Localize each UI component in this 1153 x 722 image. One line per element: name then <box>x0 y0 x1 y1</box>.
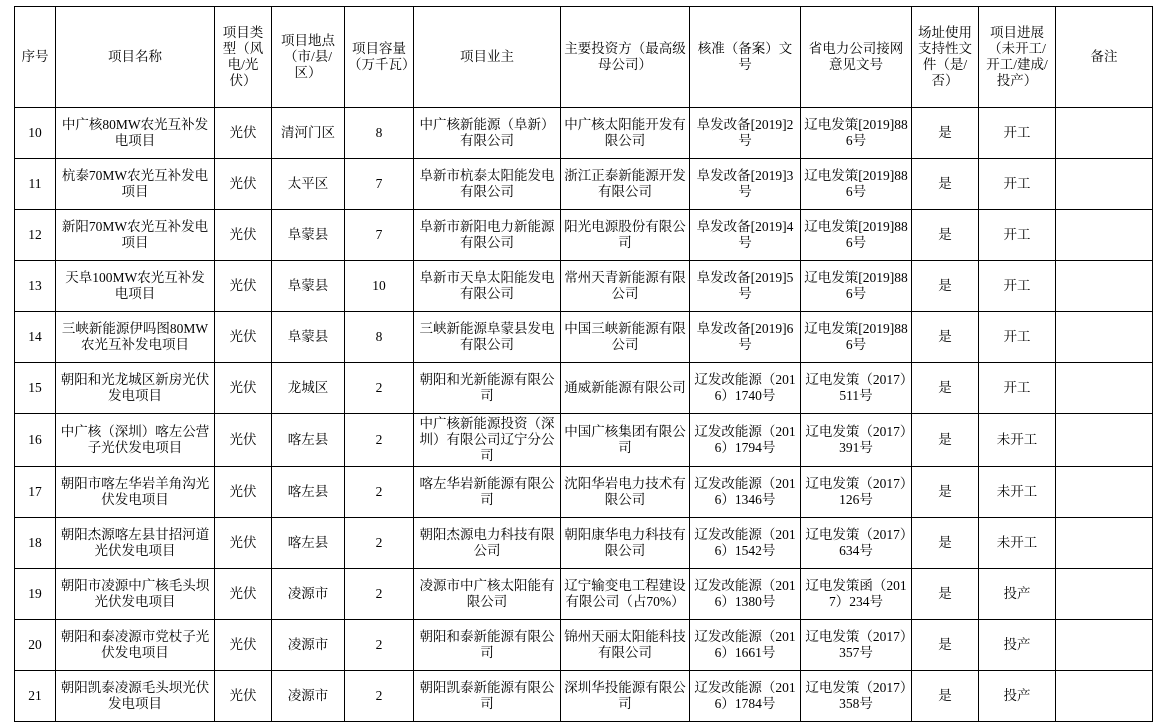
table-row <box>15 363 1153 414</box>
cell-capacity: 8 <box>345 312 414 363</box>
cell-progress: 开工 <box>979 312 1056 363</box>
cell-project-type: 光伏 <box>215 159 272 210</box>
cell-seq: 12 <box>15 210 56 261</box>
cell-location: 阜蒙县 <box>272 261 345 312</box>
cell-grid-opinion-no: 辽电发策（2017）126号 <box>801 466 912 517</box>
cell-owner: 朝阳杰源电力科技有限公司 <box>414 517 561 568</box>
column-header-location: 项目地点（市/县/区） <box>272 7 345 108</box>
table-row <box>15 414 1153 467</box>
cell-site-document: 是 <box>912 210 979 261</box>
cell-progress: 开工 <box>979 261 1056 312</box>
column-header-seq: 序号 <box>15 7 56 108</box>
cell-remark <box>1056 363 1153 414</box>
cell-investor: 深圳华投能源有限公司 <box>561 670 690 721</box>
cell-project-type: 光伏 <box>215 363 272 414</box>
cell-location: 阜蒙县 <box>272 210 345 261</box>
cell-grid-opinion-no: 辽电发策[2019]886号 <box>801 210 912 261</box>
cell-investor: 朝阳康华电力科技有限公司 <box>561 517 690 568</box>
column-header-project-type: 项目类型（风电/光伏） <box>215 7 272 108</box>
cell-capacity: 7 <box>345 210 414 261</box>
column-header-capacity: 项目容量（万千瓦） <box>345 7 414 108</box>
cell-owner: 朝阳和光新能源有限公司 <box>414 363 561 414</box>
cell-location: 喀左县 <box>272 517 345 568</box>
cell-approval-no: 阜发改备[2019]5号 <box>690 261 801 312</box>
cell-owner: 阜新市杭泰太阳能发电有限公司 <box>414 159 561 210</box>
cell-progress: 投产 <box>979 670 1056 721</box>
cell-grid-opinion-no: 辽电发策（2017）634号 <box>801 517 912 568</box>
cell-approval-no: 辽发改能源（2016）1784号 <box>690 670 801 721</box>
cell-progress: 开工 <box>979 108 1056 159</box>
cell-seq: 17 <box>15 466 56 517</box>
cell-project-type: 光伏 <box>215 414 272 467</box>
cell-project-name: 朝阳凯泰凌源毛头坝光伏发电项目 <box>56 670 215 721</box>
cell-grid-opinion-no: 辽电发策[2019]886号 <box>801 108 912 159</box>
table-row <box>15 517 1153 568</box>
cell-grid-opinion-no: 辽电发策函（2017）234号 <box>801 568 912 619</box>
cell-approval-no: 辽发改能源（2016）1380号 <box>690 568 801 619</box>
column-header-site-document: 场址使用支持性文件（是/否） <box>912 7 979 108</box>
cell-seq: 21 <box>15 670 56 721</box>
cell-remark <box>1056 210 1153 261</box>
cell-project-name: 朝阳和泰凌源市党杖子光伏发电项目 <box>56 619 215 670</box>
cell-location: 喀左县 <box>272 414 345 467</box>
cell-capacity: 2 <box>345 466 414 517</box>
cell-site-document: 是 <box>912 363 979 414</box>
cell-capacity: 2 <box>345 517 414 568</box>
cell-project-name: 新阳70MW农光互补发电项目 <box>56 210 215 261</box>
cell-investor: 中广核太阳能开发有限公司 <box>561 108 690 159</box>
cell-remark <box>1056 670 1153 721</box>
cell-capacity: 2 <box>345 568 414 619</box>
cell-project-name: 天阜100MW农光互补发电项目 <box>56 261 215 312</box>
cell-project-type: 光伏 <box>215 466 272 517</box>
cell-grid-opinion-no: 辽电发策（2017）358号 <box>801 670 912 721</box>
cell-capacity: 10 <box>345 261 414 312</box>
cell-capacity: 2 <box>345 414 414 467</box>
cell-project-type: 光伏 <box>215 312 272 363</box>
cell-project-type: 光伏 <box>215 619 272 670</box>
cell-grid-opinion-no: 辽电发策（2017）511号 <box>801 363 912 414</box>
column-header-approval-no: 核准（备案）文号 <box>690 7 801 108</box>
table-header <box>15 7 1153 108</box>
cell-approval-no: 阜发改备[2019]6号 <box>690 312 801 363</box>
cell-grid-opinion-no: 辽电发策[2019]886号 <box>801 312 912 363</box>
cell-seq: 20 <box>15 619 56 670</box>
column-header-investor: 主要投资方（最高级母公司） <box>561 7 690 108</box>
cell-approval-no: 辽发改能源（2016）1346号 <box>690 466 801 517</box>
cell-remark <box>1056 312 1153 363</box>
cell-remark <box>1056 619 1153 670</box>
cell-location: 凌源市 <box>272 568 345 619</box>
table-header-row <box>15 7 1153 108</box>
cell-site-document: 是 <box>912 108 979 159</box>
table-row <box>15 261 1153 312</box>
cell-investor: 阳光电源股份有限公司 <box>561 210 690 261</box>
cell-owner: 三峡新能源阜蒙县发电有限公司 <box>414 312 561 363</box>
cell-approval-no: 阜发改备[2019]3号 <box>690 159 801 210</box>
cell-investor: 锦州天丽太阳能科技有限公司 <box>561 619 690 670</box>
cell-seq: 11 <box>15 159 56 210</box>
cell-seq: 19 <box>15 568 56 619</box>
cell-investor: 常州天青新能源有限公司 <box>561 261 690 312</box>
cell-location: 清河门区 <box>272 108 345 159</box>
cell-location: 阜蒙县 <box>272 312 345 363</box>
cell-progress: 开工 <box>979 363 1056 414</box>
cell-approval-no: 阜发改备[2019]4号 <box>690 210 801 261</box>
cell-grid-opinion-no: 辽电发策[2019]886号 <box>801 261 912 312</box>
table-row <box>15 108 1153 159</box>
table-row <box>15 210 1153 261</box>
cell-seq: 15 <box>15 363 56 414</box>
cell-site-document: 是 <box>912 261 979 312</box>
cell-project-name: 三峡新能源伊吗图80MW农光互补发电项目 <box>56 312 215 363</box>
cell-seq: 14 <box>15 312 56 363</box>
cell-project-name: 朝阳和光龙城区新房光伏发电项目 <box>56 363 215 414</box>
cell-owner: 阜新市新阳电力新能源有限公司 <box>414 210 561 261</box>
cell-owner: 阜新市天阜太阳能发电有限公司 <box>414 261 561 312</box>
cell-location: 太平区 <box>272 159 345 210</box>
cell-approval-no: 辽发改能源（2016）1542号 <box>690 517 801 568</box>
cell-owner: 朝阳凯泰新能源有限公司 <box>414 670 561 721</box>
cell-project-name: 中广核80MW农光互补发电项目 <box>56 108 215 159</box>
table-row <box>15 568 1153 619</box>
cell-progress: 开工 <box>979 210 1056 261</box>
cell-progress: 未开工 <box>979 517 1056 568</box>
project-list-table <box>14 6 1153 722</box>
cell-site-document: 是 <box>912 159 979 210</box>
cell-location: 龙城区 <box>272 363 345 414</box>
cell-remark <box>1056 261 1153 312</box>
cell-project-type: 光伏 <box>215 210 272 261</box>
table-row <box>15 619 1153 670</box>
cell-owner: 中广核新能源投资（深圳）有限公司辽宁分公司 <box>414 414 561 467</box>
cell-investor: 通威新能源有限公司 <box>561 363 690 414</box>
cell-remark <box>1056 466 1153 517</box>
column-header-grid-opinion-no: 省电力公司接网意见文号 <box>801 7 912 108</box>
table-row <box>15 312 1153 363</box>
column-header-progress: 项目进展（未开工/开工/建成/投产） <box>979 7 1056 108</box>
column-header-project-name: 项目名称 <box>56 7 215 108</box>
cell-investor: 辽宁输变电工程建设有限公司（占70%） <box>561 568 690 619</box>
cell-seq: 10 <box>15 108 56 159</box>
cell-site-document: 是 <box>912 670 979 721</box>
cell-owner: 中广核新能源（阜新）有限公司 <box>414 108 561 159</box>
cell-grid-opinion-no: 辽电发策（2017）357号 <box>801 619 912 670</box>
column-header-owner: 项目业主 <box>414 7 561 108</box>
table-row <box>15 466 1153 517</box>
cell-seq: 16 <box>15 414 56 467</box>
cell-investor: 浙江正泰新能源开发有限公司 <box>561 159 690 210</box>
cell-project-type: 光伏 <box>215 568 272 619</box>
cell-site-document: 是 <box>912 312 979 363</box>
cell-grid-opinion-no: 辽电发策[2019]886号 <box>801 159 912 210</box>
cell-project-name: 朝阳市喀左华岩羊角沟光伏发电项目 <box>56 466 215 517</box>
cell-capacity: 7 <box>345 159 414 210</box>
cell-location: 凌源市 <box>272 670 345 721</box>
cell-remark <box>1056 414 1153 467</box>
cell-owner: 凌源市中广核太阳能有限公司 <box>414 568 561 619</box>
cell-approval-no: 阜发改备[2019]2号 <box>690 108 801 159</box>
cell-project-type: 光伏 <box>215 517 272 568</box>
cell-approval-no: 辽发改能源（2016）1740号 <box>690 363 801 414</box>
cell-progress: 开工 <box>979 159 1056 210</box>
cell-project-type: 光伏 <box>215 108 272 159</box>
cell-remark <box>1056 159 1153 210</box>
cell-seq: 18 <box>15 517 56 568</box>
cell-site-document: 是 <box>912 466 979 517</box>
cell-investor: 沈阳华岩电力技术有限公司 <box>561 466 690 517</box>
cell-owner: 朝阳和泰新能源有限公司 <box>414 619 561 670</box>
cell-site-document: 是 <box>912 517 979 568</box>
cell-site-document: 是 <box>912 619 979 670</box>
cell-remark <box>1056 568 1153 619</box>
cell-project-name: 朝阳市凌源中广核毛头坝光伏发电项目 <box>56 568 215 619</box>
cell-progress: 投产 <box>979 568 1056 619</box>
cell-approval-no: 辽发改能源（2016）1661号 <box>690 619 801 670</box>
cell-owner: 喀左华岩新能源有限公司 <box>414 466 561 517</box>
cell-remark <box>1056 517 1153 568</box>
column-header-remark: 备注 <box>1056 7 1153 108</box>
cell-progress: 未开工 <box>979 466 1056 517</box>
cell-approval-no: 辽发改能源（2016）1794号 <box>690 414 801 467</box>
cell-site-document: 是 <box>912 414 979 467</box>
cell-investor: 中国广核集团有限公司 <box>561 414 690 467</box>
table-row <box>15 670 1153 721</box>
cell-remark <box>1056 108 1153 159</box>
cell-progress: 未开工 <box>979 414 1056 467</box>
cell-location: 凌源市 <box>272 619 345 670</box>
table-body <box>15 108 1153 722</box>
cell-capacity: 2 <box>345 363 414 414</box>
cell-project-name: 朝阳杰源喀左县甘招河道光伏发电项目 <box>56 517 215 568</box>
cell-project-name: 中广核（深圳）喀左公营子光伏发电项目 <box>56 414 215 467</box>
cell-capacity: 8 <box>345 108 414 159</box>
cell-investor: 中国三峡新能源有限公司 <box>561 312 690 363</box>
cell-location: 喀左县 <box>272 466 345 517</box>
cell-progress: 投产 <box>979 619 1056 670</box>
cell-capacity: 2 <box>345 670 414 721</box>
cell-project-type: 光伏 <box>215 670 272 721</box>
table-row <box>15 159 1153 210</box>
cell-project-name: 杭泰70MW农光互补发电项目 <box>56 159 215 210</box>
cell-seq: 13 <box>15 261 56 312</box>
cell-capacity: 2 <box>345 619 414 670</box>
cell-site-document: 是 <box>912 568 979 619</box>
document-page <box>0 6 1118 722</box>
cell-grid-opinion-no: 辽电发策（2017）391号 <box>801 414 912 467</box>
cell-project-type: 光伏 <box>215 261 272 312</box>
